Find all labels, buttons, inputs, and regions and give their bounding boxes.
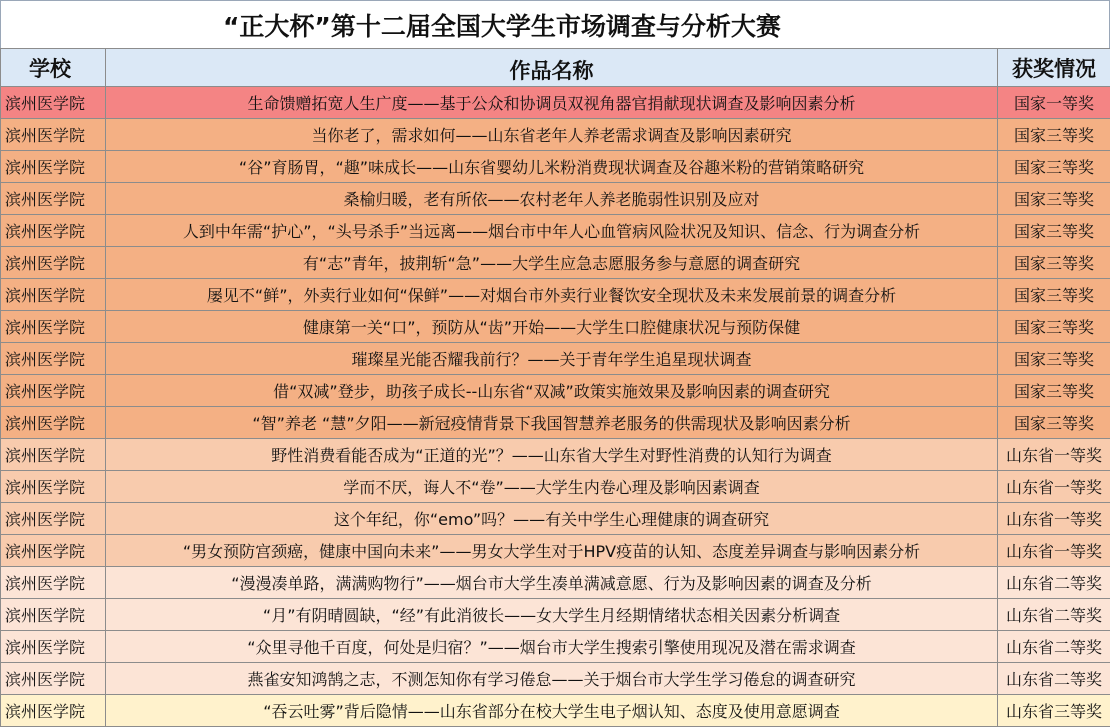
awards-table (0, 48, 1110, 727)
table-row (1, 471, 1110, 503)
cell-award[interactable]: 国家三等奖 (998, 183, 1110, 215)
table-row (1, 215, 1110, 247)
cell-work[interactable]: 璀璨星光能否耀我前行？——关于青年学生追星现状调查 (106, 343, 998, 375)
cell-award[interactable]: 国家三等奖 (998, 279, 1110, 311)
column-header-award[interactable]: 获奖情况 (998, 49, 1110, 87)
cell-work[interactable]: 桑榆归暖，老有所依——农村老年人养老脆弱性识别及应对 (106, 183, 998, 215)
cell-award[interactable]: 国家三等奖 (998, 311, 1110, 343)
cell-award[interactable]: 山东省二等奖 (998, 663, 1110, 695)
column-header-school[interactable]: 学校 (1, 49, 106, 87)
column-header-work[interactable]: 作品名称 (106, 49, 998, 87)
cell-school[interactable]: 滨州医学院 (1, 439, 106, 471)
table-row (1, 503, 1110, 535)
cell-work[interactable]: 借“双减”登步，助孩子成长--山东省“双减”政策实施效果及影响因素的调查研究 (106, 375, 998, 407)
cell-work[interactable]: “谷”育肠胃，“趣”味成长——山东省婴幼儿米粉消费现状调查及谷趣米粉的营销策略研究 (106, 151, 998, 183)
cell-school[interactable]: 滨州医学院 (1, 151, 106, 183)
cell-work[interactable]: 生命馈赠拓宽人生广度——基于公众和协调员双视角器官捐献现状调查及影响因素分析 (106, 87, 998, 119)
cell-school[interactable]: 滨州医学院 (1, 375, 106, 407)
table-row (1, 247, 1110, 279)
cell-work[interactable]: 屡见不“鲜”，外卖行业如何“保鲜”——对烟台市外卖行业餐饮安全现状及未来发展前景的调查分析 (106, 279, 998, 311)
cell-work[interactable]: “月”有阴晴圆缺，“经”有此消彼长——女大学生月经期情绪状态相关因素分析调查 (106, 599, 998, 631)
cell-work[interactable]: 有“志”青年，披荆斩“急”——大学生应急志愿服务参与意愿的调查研究 (106, 247, 998, 279)
cell-work[interactable]: 燕雀安知鸿鹄之志，不测怎知你有学习倦怠——关于烟台市大学生学习倦怠的调查研究 (106, 663, 998, 695)
cell-school[interactable]: 滨州医学院 (1, 407, 106, 439)
cell-work[interactable]: “男女预防宫颈癌，健康中国向未来”——男女大学生对于HPV疫苗的认知、态度差异调查与影响因素分析 (106, 535, 998, 567)
cell-award[interactable]: 国家三等奖 (998, 407, 1110, 439)
cell-award[interactable]: 国家三等奖 (998, 151, 1110, 183)
table-row (1, 151, 1110, 183)
cell-award[interactable]: 山东省一等奖 (998, 503, 1110, 535)
cell-award[interactable]: 国家三等奖 (998, 215, 1110, 247)
cell-work[interactable]: 当你老了，需求如何——山东省老年人养老需求调查及影响因素研究 (106, 119, 998, 151)
cell-school[interactable]: 滨州医学院 (1, 631, 106, 663)
table-row (1, 663, 1110, 695)
table-row (1, 343, 1110, 375)
cell-school[interactable]: 滨州医学院 (1, 471, 106, 503)
cell-school[interactable]: 滨州医学院 (1, 279, 106, 311)
cell-award[interactable]: 山东省二等奖 (998, 567, 1110, 599)
table-row (1, 631, 1110, 663)
cell-award[interactable]: 国家一等奖 (998, 87, 1110, 119)
table-row (1, 567, 1110, 599)
cell-school[interactable]: 滨州医学院 (1, 567, 106, 599)
cell-school[interactable]: 滨州医学院 (1, 119, 106, 151)
cell-school[interactable]: 滨州医学院 (1, 183, 106, 215)
cell-award[interactable]: 山东省一等奖 (998, 471, 1110, 503)
cell-award[interactable]: 山东省二等奖 (998, 599, 1110, 631)
cell-school[interactable]: 滨州医学院 (1, 599, 106, 631)
table-row (1, 87, 1110, 119)
sheet-title: “正大杯”第十二届全国大学生市场调查与分析大赛 (0, 0, 1110, 48)
cell-work[interactable]: 学而不厌，诲人不“卷”——大学生内卷心理及影响因素调查 (106, 471, 998, 503)
cell-award[interactable]: 山东省二等奖 (998, 631, 1110, 663)
cell-school[interactable]: 滨州医学院 (1, 247, 106, 279)
table-body (1, 87, 1110, 727)
table-row (1, 183, 1110, 215)
cell-award[interactable]: 山东省一等奖 (998, 439, 1110, 471)
cell-school[interactable]: 滨州医学院 (1, 87, 106, 119)
cell-work[interactable]: 健康第一关“口”，预防从“齿”开始——大学生口腔健康状况与预防保健 (106, 311, 998, 343)
cell-school[interactable]: 滨州医学院 (1, 503, 106, 535)
cell-school[interactable]: 滨州医学院 (1, 311, 106, 343)
cell-work[interactable]: “吞云吐雾”背后隐情——山东省部分在校大学生电子烟认知、态度及使用意愿调查 (106, 695, 998, 727)
table-row (1, 375, 1110, 407)
cell-award[interactable]: 山东省三等奖 (998, 695, 1110, 727)
table-row (1, 439, 1110, 471)
cell-work[interactable]: 野性消费看能否成为“正道的光”？——山东省大学生对野性消费的认知行为调查 (106, 439, 998, 471)
header-row (1, 49, 1110, 87)
table-row (1, 279, 1110, 311)
cell-school[interactable]: 滨州医学院 (1, 663, 106, 695)
cell-award[interactable]: 国家三等奖 (998, 375, 1110, 407)
table-row (1, 119, 1110, 151)
cell-work[interactable]: “智”养老 “慧”夕阳——新冠疫情背景下我国智慧养老服务的供需现状及影响因素分析 (106, 407, 998, 439)
table-row (1, 695, 1110, 727)
table-row (1, 599, 1110, 631)
cell-award[interactable]: 国家三等奖 (998, 119, 1110, 151)
table-row (1, 407, 1110, 439)
cell-work[interactable]: 人到中年需“护心”，“头号杀手”当远离——烟台市中年人心血管病风险状况及知识、信念、行为调查分析 (106, 215, 998, 247)
cell-work[interactable]: 这个年纪，你“emo”吗？——有关中学生心理健康的调查研究 (106, 503, 998, 535)
table-row (1, 311, 1110, 343)
cell-award[interactable]: 国家三等奖 (998, 247, 1110, 279)
table-row (1, 535, 1110, 567)
cell-school[interactable]: 滨州医学院 (1, 343, 106, 375)
cell-school[interactable]: 滨州医学院 (1, 535, 106, 567)
cell-work[interactable]: “众里寻他千百度，何处是归宿？”——烟台市大学生搜索引擎使用现况及潜在需求调查 (106, 631, 998, 663)
cell-work[interactable]: “漫漫凑单路，满满购物行”——烟台市大学生凑单满减意愿、行为及影响因素的调查及分析 (106, 567, 998, 599)
cell-school[interactable]: 滨州医学院 (1, 695, 106, 727)
cell-award[interactable]: 山东省一等奖 (998, 535, 1110, 567)
cell-school[interactable]: 滨州医学院 (1, 215, 106, 247)
cell-award[interactable]: 国家三等奖 (998, 343, 1110, 375)
